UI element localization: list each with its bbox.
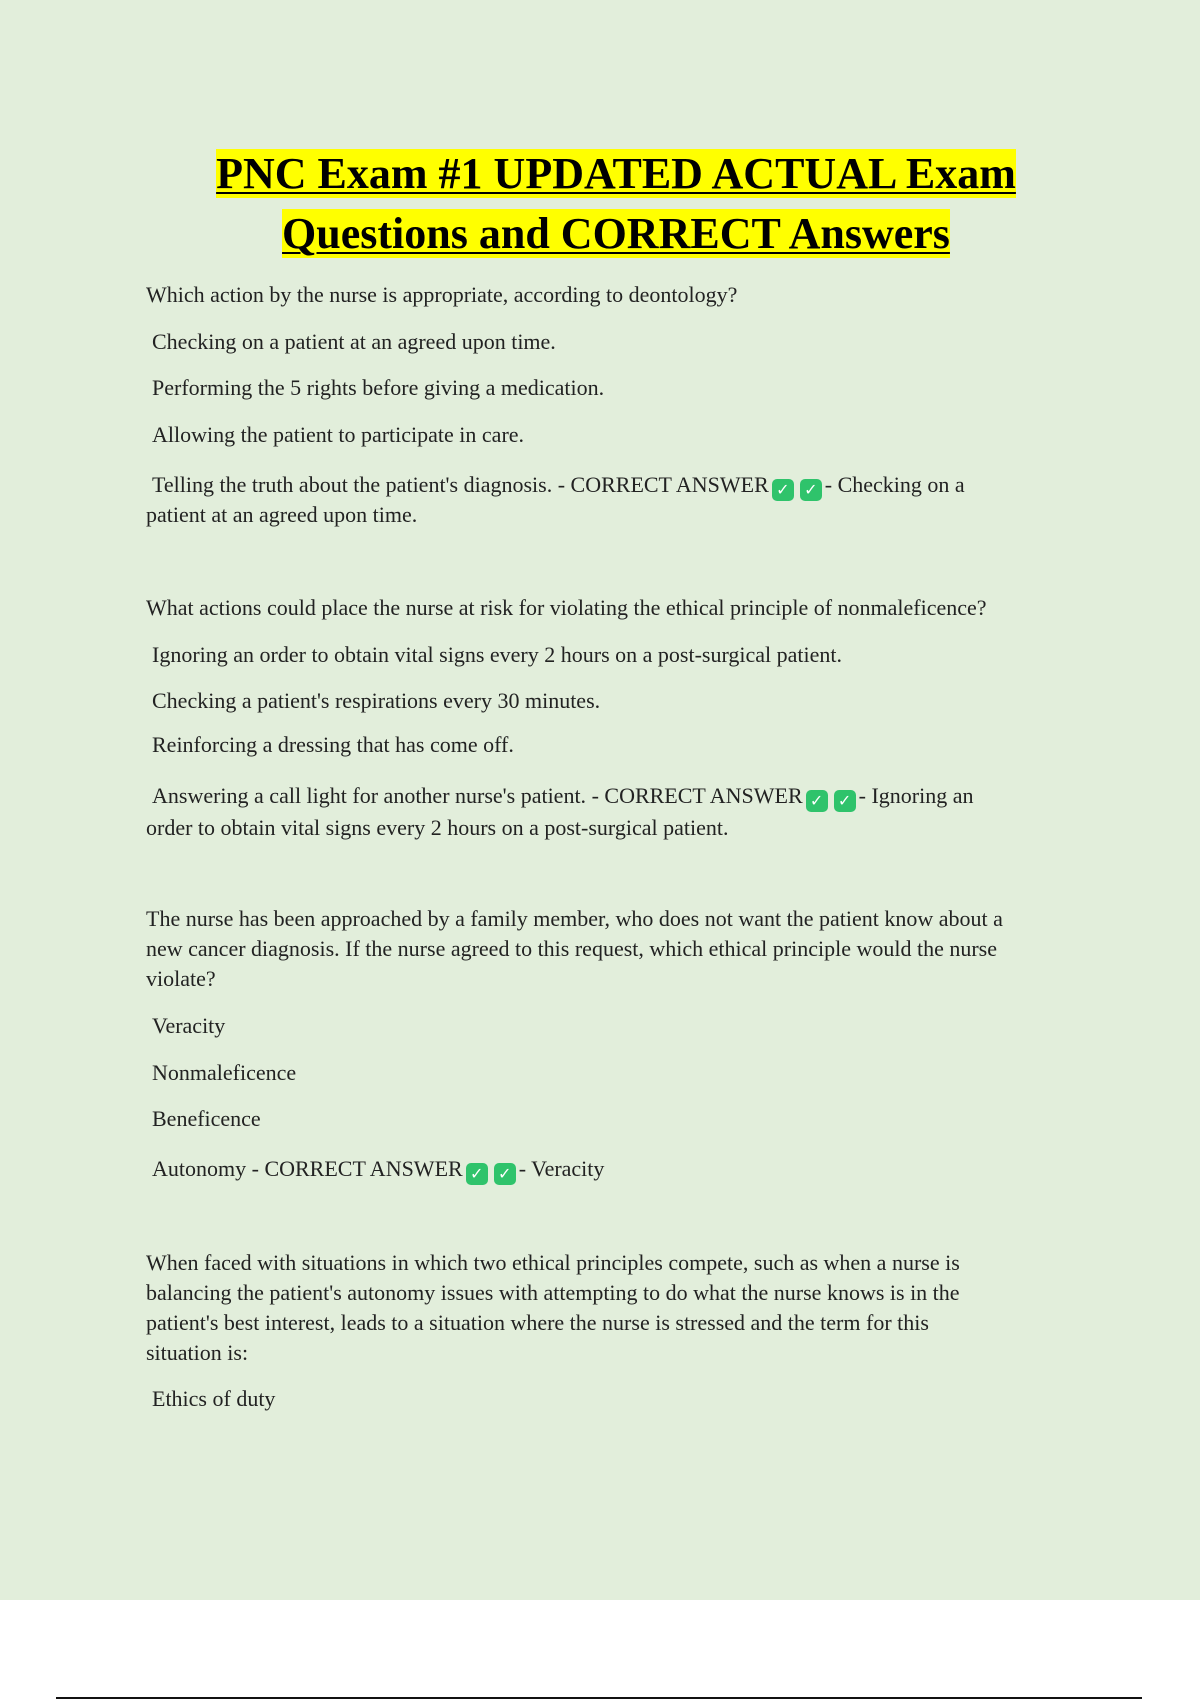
green-checkmark-icon: ✓ bbox=[800, 479, 822, 501]
question-3-stem-line-2: new cancer diagnosis. If the nurse agreed to this request, which ethical principle would the nurse bbox=[146, 936, 997, 961]
question-3-option-1: Veracity bbox=[152, 1013, 226, 1038]
question-1-option-4: Telling the truth about the patient's diagnosis. bbox=[152, 472, 553, 497]
question-1-option-2: Performing the 5 rights before giving a medication. bbox=[152, 375, 605, 400]
question-4-stem-line-1: When faced with situations in which two ethical principles compete, such as when a nurse is bbox=[146, 1250, 960, 1275]
correct-answer-label: - CORRECT ANSWER bbox=[591, 783, 803, 808]
question-3-stem-line-1: The nurse has been approached by a family member, who does not want the patient know about a bbox=[146, 906, 1003, 931]
green-checkmark-icon: ✓ bbox=[834, 790, 856, 812]
title-line-1: PNC Exam #1 UPDATED ACTUAL Exam bbox=[216, 149, 1016, 198]
question-2-option-4: Answering a call light for another nurse's patient. bbox=[152, 783, 587, 808]
question-1-option-4-with-answer bbox=[152, 470, 1102, 501]
title-line-2: Questions and CORRECT Answers bbox=[282, 209, 950, 258]
question-4-option-1: Ethics of duty bbox=[152, 1386, 276, 1411]
question-3-option-4-with-answer bbox=[152, 1154, 1102, 1185]
question-4-stem-line-4: situation is: bbox=[146, 1340, 249, 1365]
question-1-option-1: Checking on a patient at an agreed upon time. bbox=[152, 329, 556, 354]
question-2-option-3: Reinforcing a dressing that has come off. bbox=[152, 732, 514, 757]
correct-answer-label: - CORRECT ANSWER bbox=[557, 472, 769, 497]
question-3-option-2: Nonmaleficence bbox=[152, 1060, 297, 1085]
green-checkmark-icon: ✓ bbox=[494, 1163, 516, 1185]
question-3-stem-line-3: violate? bbox=[146, 966, 216, 991]
question-4-stem-line-3: patient's best interest, leads to a situation where the nurse is stressed and the term for this bbox=[146, 1310, 929, 1335]
green-checkmark-icon: ✓ bbox=[772, 479, 794, 501]
question-4-stem-line-2: balancing the patient's autonomy issues with attempting to do what the nurse knows is in the bbox=[146, 1280, 960, 1305]
footer-divider bbox=[56, 1697, 1142, 1699]
question-2-option-4-with-answer bbox=[152, 781, 1102, 812]
question-1-stem: Which action by the nurse is appropriate, according to deontology? bbox=[146, 282, 738, 307]
green-checkmark-icon: ✓ bbox=[466, 1163, 488, 1185]
question-2-answer: - Ignoring an bbox=[858, 783, 974, 808]
question-1-option-3: Allowing the patient to participate in care. bbox=[152, 422, 525, 447]
document-title bbox=[146, 144, 1086, 264]
green-checkmark-icon: ✓ bbox=[806, 790, 828, 812]
question-1-answer-continued: patient at an agreed upon time. bbox=[146, 502, 418, 527]
question-2-option-1: Ignoring an order to obtain vital signs every 2 hours on a post-surgical patient. bbox=[152, 642, 843, 667]
question-2-stem: What actions could place the nurse at risk for violating the ethical principle of nonmaleficence? bbox=[146, 595, 987, 620]
question-1-answer: - Checking on a bbox=[824, 472, 965, 497]
question-3-option-3: Beneficence bbox=[152, 1106, 261, 1131]
question-3-answer: - Veracity bbox=[518, 1156, 605, 1181]
question-3-option-4: Autonomy bbox=[152, 1156, 247, 1181]
question-2-answer-continued: order to obtain vital signs every 2 hours on a post-surgical patient. bbox=[146, 815, 729, 840]
correct-answer-label: - CORRECT ANSWER bbox=[251, 1156, 463, 1181]
question-2-option-2: Checking a patient's respirations every 30 minutes. bbox=[152, 688, 601, 713]
